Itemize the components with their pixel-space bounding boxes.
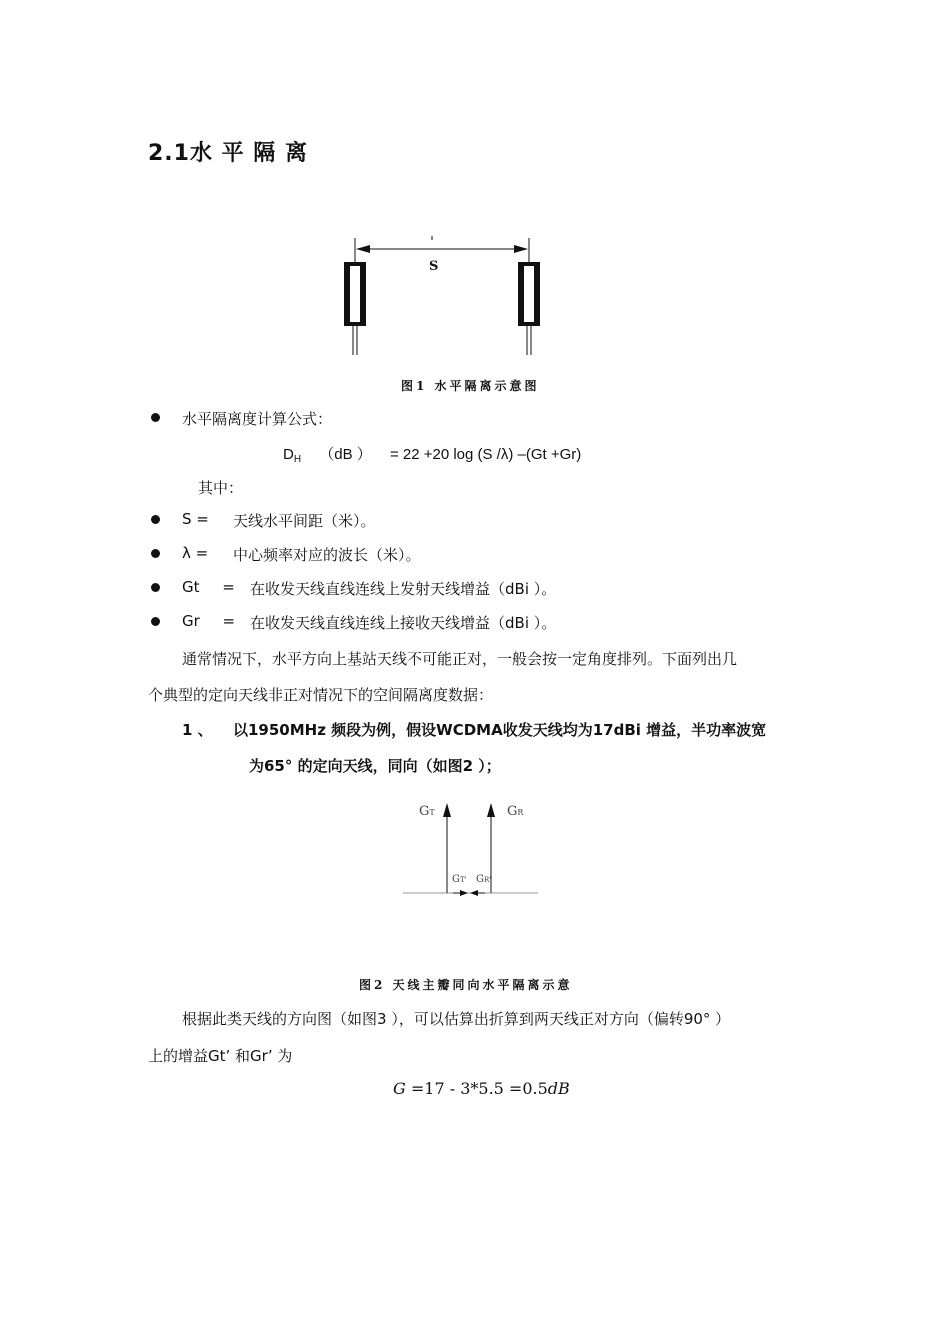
- formula-intro: 水平隔离度计算公式：: [182, 410, 333, 428]
- paragraph-2-line-2: 上的增益Gt’ 和Gr’ 为: [148, 1047, 293, 1065]
- figure-1-horizontal-isolation-diagram: [330, 228, 560, 360]
- definition-s-text: 天线水平间距（米）。: [233, 512, 376, 530]
- equation-expression: =17 - 3*5.5 =0.5: [405, 1079, 548, 1098]
- definition-lambda-text: 中心频率对应的波长（米）。: [233, 546, 421, 564]
- bullet: [151, 583, 160, 592]
- gt-label: GT: [419, 804, 435, 819]
- definition-gr-text: 在收发天线直线连线上接收天线增益（dBi ）。: [250, 614, 557, 632]
- gain-equation: [393, 1079, 570, 1098]
- definition-gt-text: 在收发天线直线连线上发射天线增益（dBi ）。: [250, 580, 557, 598]
- definition-s-symbol: S =: [182, 510, 209, 528]
- equation-variable: G: [393, 1079, 406, 1098]
- equation-unit: dB: [547, 1079, 570, 1098]
- item-1-line-1: 以1950MHz 频段为例，假设WCDMA收发天线均为17dBi 增益，半功率波宽: [233, 721, 767, 739]
- formula-rhs: = 22 +20 log (S /λ) –(Gt +Gr): [389, 446, 582, 463]
- paragraph-1-line-2: 个典型的定向天线非正对情况下的空间隔离度数据：: [148, 686, 494, 704]
- definition-lambda-symbol: λ =: [182, 544, 209, 562]
- distance-label: S: [429, 259, 439, 274]
- gr-prime-label: GR': [476, 874, 492, 885]
- paragraph-2-line-1: 根据此类天线的方向图（如图3 ），可以估算出折算到两天线正对方向（偏转90° ）: [182, 1010, 731, 1028]
- definition-gr-symbol: Gr =: [182, 612, 236, 630]
- formula-lhs-subscript: H: [293, 454, 302, 465]
- item-1-line-2: 为65° 的定向天线，同向（如图2 ）；: [249, 757, 501, 775]
- bullet: [151, 549, 160, 558]
- gr-label: GR: [507, 804, 524, 819]
- bullet: [151, 413, 160, 422]
- bullet: [151, 515, 160, 524]
- formula-lhs: D: [283, 446, 294, 463]
- figure-2-caption: 图2 天线主瓣同向水平隔离示意: [359, 978, 573, 992]
- paragraph-1-line-1: 通常情况下，水平方向上基站天线不可能正对，一般会按一定角度排列。下面列出几: [182, 650, 738, 668]
- formula-unit: （dB ）: [319, 446, 372, 463]
- section-heading: 2.1水 平 隔 离: [148, 141, 308, 166]
- item-1-number: 1 、: [182, 721, 213, 739]
- gt-prime-label: GT': [452, 874, 467, 885]
- isolation-formula: [283, 443, 581, 465]
- where-label: 其中：: [198, 479, 244, 497]
- figure-1-caption: 图1 水平隔离示意图: [401, 379, 540, 393]
- bullet: [151, 617, 160, 626]
- definition-gt-symbol: Gt =: [182, 578, 235, 596]
